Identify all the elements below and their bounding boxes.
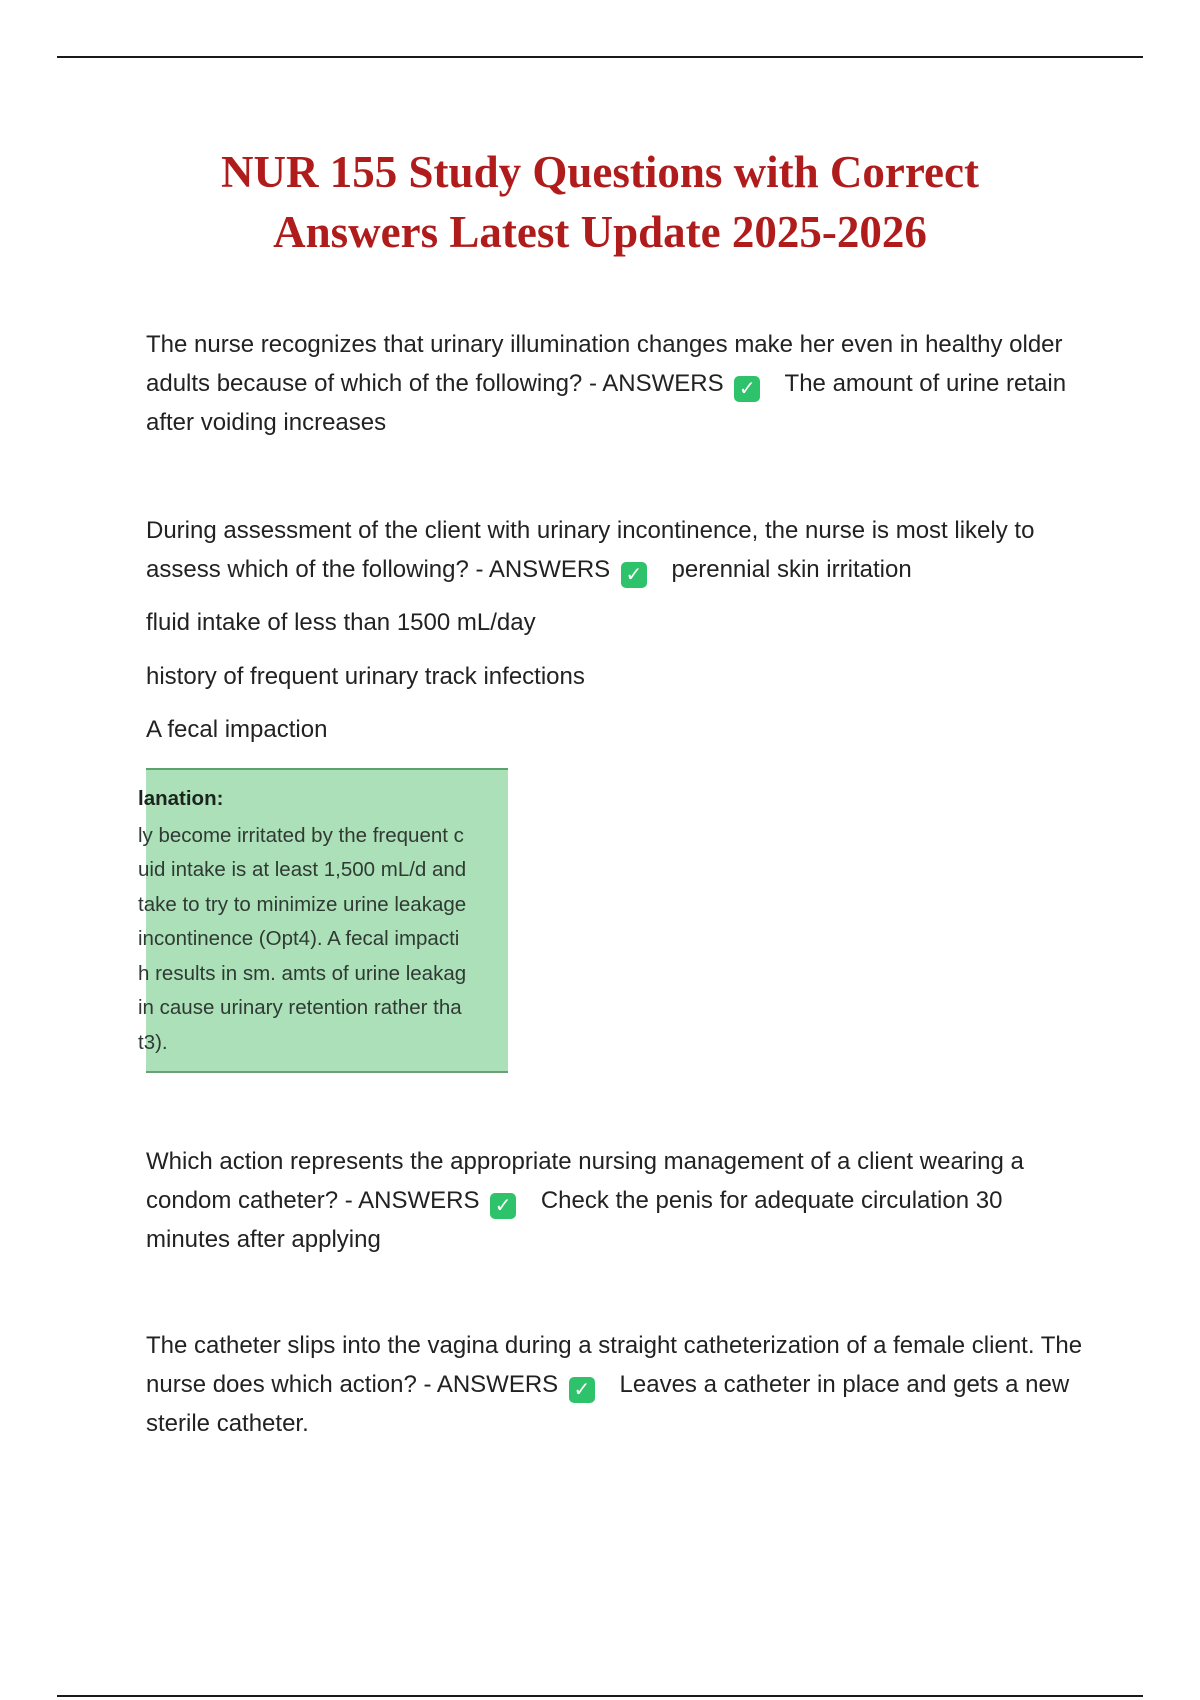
explanation-line: uid intake is at least 1,500 mL/d and — [138, 858, 467, 881]
explanation-line: h results in sm. amts of urine leakag — [138, 961, 467, 985]
explanation-line: incontinence (Opt4). A fecal impacti — [138, 927, 460, 950]
option-line: fluid intake of less than 1500 mL/day — [146, 609, 536, 636]
answer-text: Leaves a catheter in place and gets a new sterile catheter. — [146, 1371, 1070, 1437]
qa-item-1 — [146, 325, 1091, 442]
question-text: During assessment of the client with urinary incontinence, the nurse is most likely to assess which of the following? - ANSWERS — [146, 517, 1035, 583]
check-mark-icon: ✓ — [490, 1193, 516, 1219]
bottom-rule — [57, 1695, 1143, 1697]
question-text: Which action represents the appropriate nursing management of a client wearing a condom catheter? - ANSWERS — [146, 1148, 1024, 1214]
qa-item-2 — [146, 511, 1091, 589]
answer-text: perennial skin irritation — [671, 556, 912, 583]
question-text: The catheter slips into the vagina during a straight catheterization of a female client. The nurse does which action? - ANSWERS — [146, 1332, 1083, 1398]
title-line-1: NUR 155 Study Questions with Correct — [221, 147, 979, 197]
option-line: A fecal impaction — [146, 716, 328, 743]
top-rule — [57, 56, 1143, 58]
qa-item-3 — [146, 1142, 1091, 1259]
option-line: history of frequent urinary track infections — [146, 663, 585, 690]
explanation-image — [138, 768, 508, 1073]
check-mark-icon: ✓ — [734, 376, 760, 402]
answer-text: The amount of urine retain after voiding increases — [146, 370, 1067, 436]
answer-text: Check the penis for adequate circulation 30 minutes after applying — [146, 1187, 1003, 1253]
explanation-line: in cause urinary retention rather tha — [138, 996, 462, 1019]
check-mark-icon: ✓ — [621, 562, 647, 588]
document-title — [100, 142, 1100, 262]
explanation-line: take to try to minimize urine leakage — [138, 892, 467, 916]
title-line-2: Answers Latest Update 2025-2026 — [273, 207, 927, 257]
explanation-line: t3). — [138, 1030, 168, 1054]
explanation-heading: lanation: — [138, 787, 224, 810]
check-mark-icon: ✓ — [569, 1377, 595, 1403]
qa-item-4 — [146, 1326, 1091, 1443]
explanation-line: ly become irritated by the frequent c — [138, 823, 464, 847]
question-text: The nurse recognizes that urinary illumination changes make her even in healthy older adults because of which of the following? - ANSWERS — [146, 331, 1063, 397]
